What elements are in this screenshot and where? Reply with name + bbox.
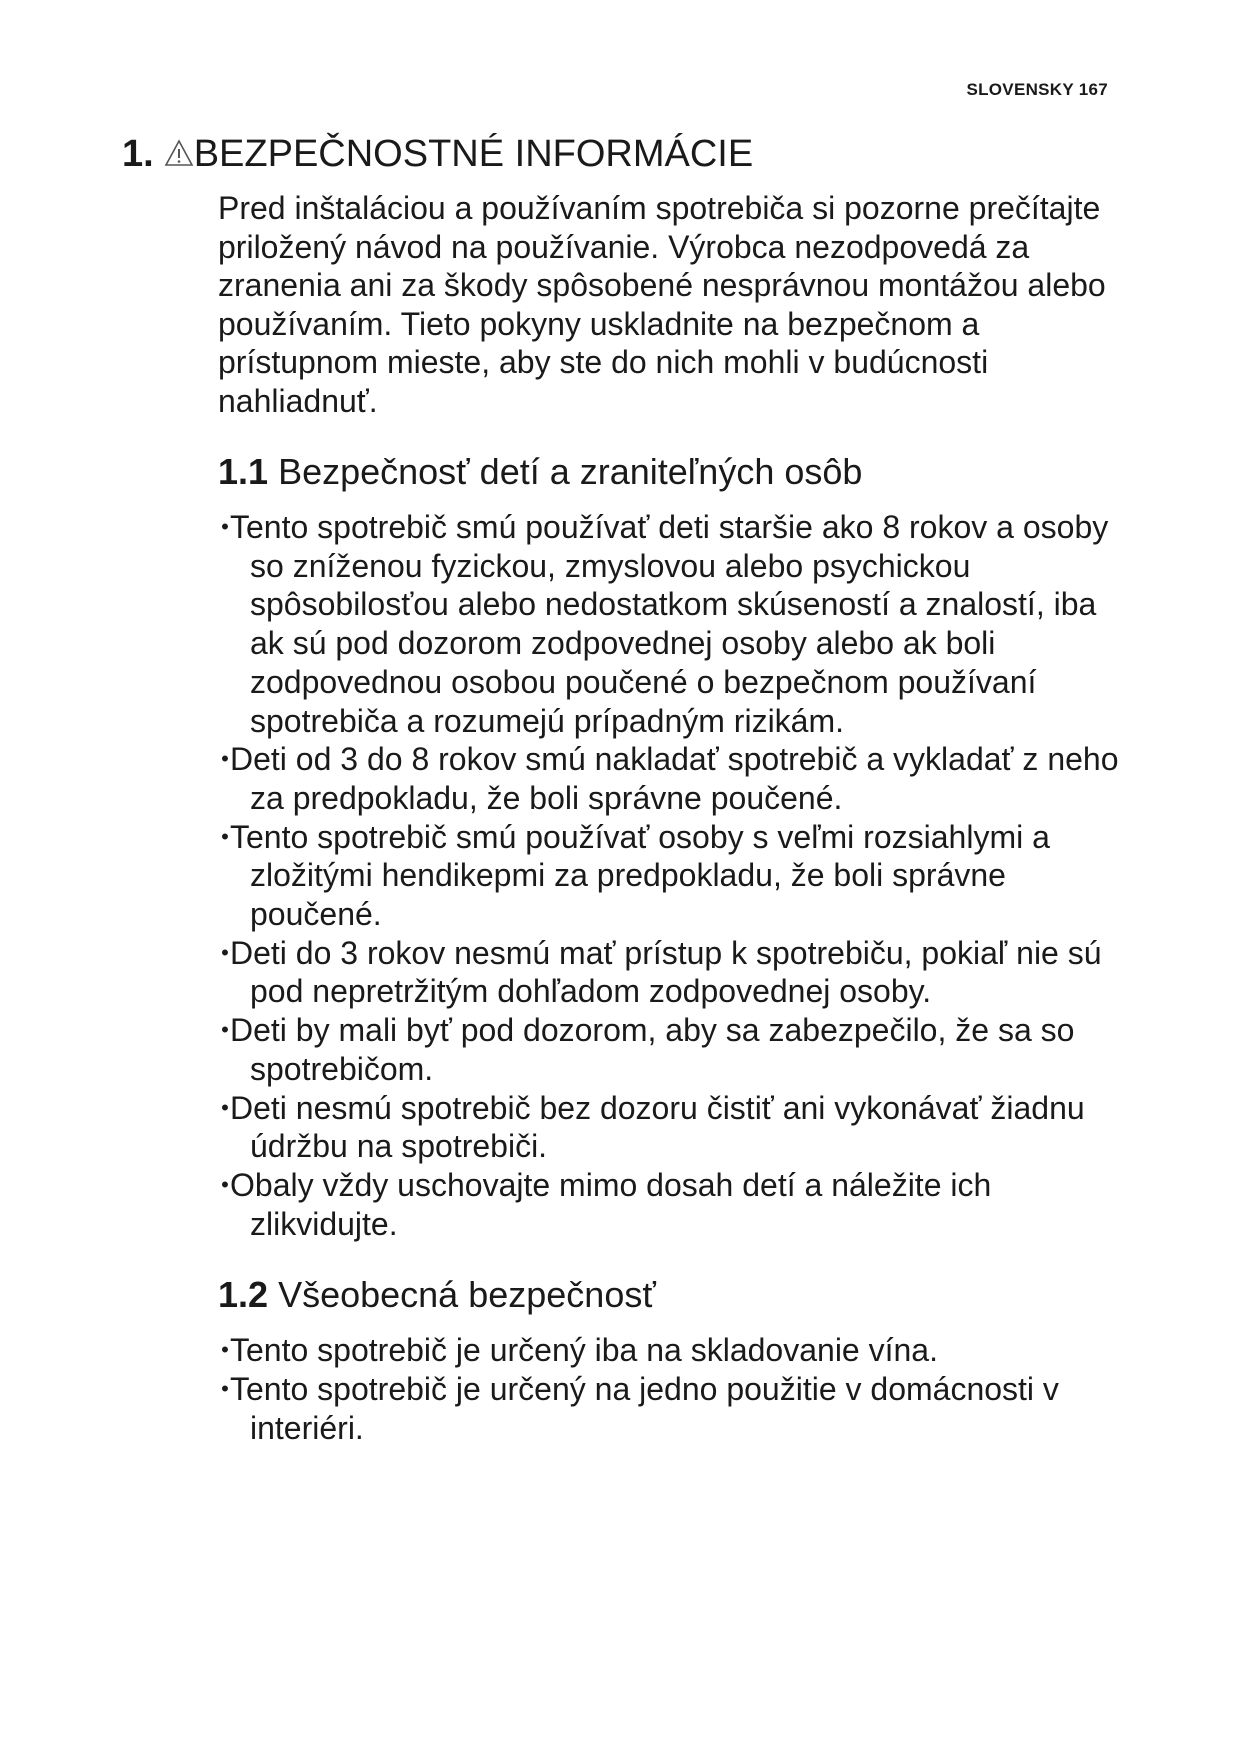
list-item-text: Deti do 3 rokov nesmú mať prístup k spotrebiču, pokiaľ nie sú pod nepretržitým dohľadom zodpovednej osoby. — [230, 934, 1102, 1010]
list-item-text: Deti by mali byť pod dozorom, aby sa zabezpečilo, že sa so spotrebičom. — [230, 1012, 1075, 1087]
list-item — [218, 1089, 1138, 1166]
list-item — [218, 1370, 1138, 1447]
section-heading-1-2 — [218, 1273, 1138, 1317]
bullet-marker: • — [221, 746, 229, 772]
list-item-text: Tento spotrebič je určený na jedno použitie v domácnosti v interiéri. — [230, 1371, 1059, 1446]
list-item — [218, 818, 1138, 934]
bullet-marker: • — [221, 514, 229, 539]
bullet-marker: • — [221, 823, 229, 849]
bullet-marker: • — [221, 939, 229, 965]
list-item-text: Obaly vždy uschovajte mimo dosah detí a náležite ich zlikvidujte. — [230, 1166, 992, 1242]
page-title — [122, 130, 753, 178]
list-item — [218, 1166, 1138, 1243]
list-item-text: Deti nesmú spotrebič bez dozoru čistiť ani vykonávať žiadnu údržbu na spotrebiči. — [230, 1089, 1085, 1165]
bullet-marker: • — [221, 1376, 229, 1402]
bullet-marker: • — [221, 1017, 229, 1043]
bullet-marker: • — [221, 1171, 229, 1197]
list-item — [218, 1331, 1138, 1370]
list-item-text: Tento spotrebič je určený iba na skladovanie vína. — [230, 1332, 938, 1369]
section-title: Všeobecná bezpečnosť — [278, 1274, 656, 1316]
content — [218, 189, 1138, 1447]
list-item — [218, 740, 1138, 817]
section-title: Bezpečnosť detí a zraniteľných osôb — [278, 451, 863, 492]
list-item — [218, 1011, 1138, 1088]
page-header: SLOVENSKY 167 — [966, 80, 1108, 99]
list-item-text: Tento spotrebič smú používať osoby s veľmi rozsiahlymi a zložitými hendikepmi za predpokladu, že boli správne poučené. — [230, 818, 1050, 933]
section-heading-1-1 — [218, 450, 1138, 494]
bullet-list-children — [218, 508, 1138, 1243]
list-item — [218, 508, 1138, 740]
intro-paragraph: Pred inštaláciou a používaním spotrebiča si pozorne prečítajte priložený návod na používanie. Výrobca nezodpovedá za zranenia ani za škody spôsobené nesprávnou montážou alebo používaním. Tieto pokyny uskladnite na bezpečnom a prístupnom mieste, aby ste do nich mohli v budúcnosti nahliadnuť. — [218, 190, 1106, 419]
list-item-text: Deti od 3 do 8 rokov smú nakladať spotrebič a vykladať z neho za predpokladu, že boli správne poučené. — [230, 741, 1119, 816]
bullet-list-general — [218, 1331, 1138, 1447]
title-number: 1. — [122, 133, 154, 175]
list-item-text: Tento spotrebič smú používať deti staršie ako 8 rokov a osoby so zníženou fyzickou, zmyslovou alebo psychickou spôsobilosťou alebo nedostatkom skúseností a znalostí, iba ak sú pod dozorom zodpovednej osoby alebo ak boli zodpovednou osobou poučené o bezpečnom používaní spotrebiča a rozumejú prípadným rizikám. — [230, 509, 1109, 739]
title-text: BEZPEČNOSTNÉ INFORMÁCIE — [193, 133, 754, 175]
warning-triangle-icon — [164, 139, 194, 167]
section-number: 1.2 — [218, 1274, 269, 1316]
bullet-marker: • — [221, 1337, 229, 1363]
list-item — [218, 934, 1138, 1011]
section-number: 1.1 — [218, 451, 269, 492]
bullet-marker: • — [221, 1094, 229, 1120]
